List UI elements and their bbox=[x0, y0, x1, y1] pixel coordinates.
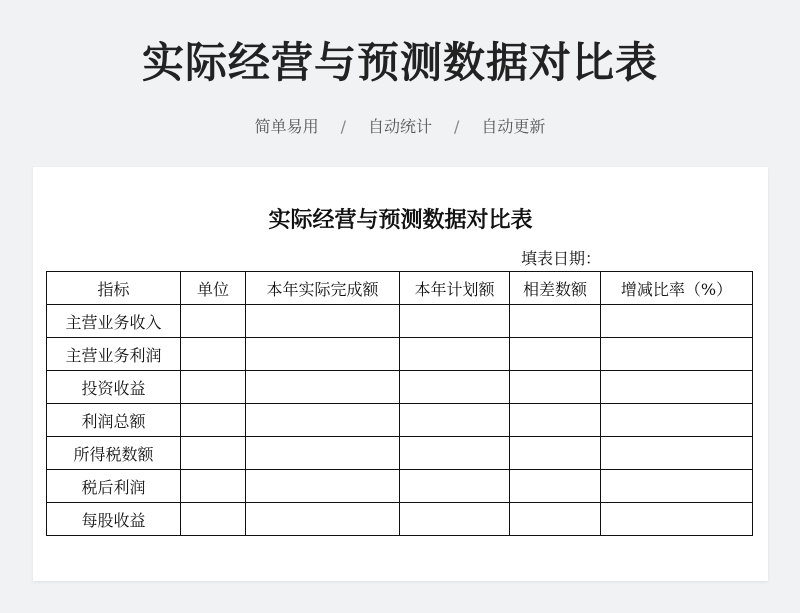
data-cell[interactable] bbox=[601, 404, 753, 437]
row-label-cell: 每股收益 bbox=[47, 503, 181, 536]
data-cell[interactable] bbox=[400, 437, 510, 470]
header-cell: 指标 bbox=[47, 272, 181, 305]
header-cell: 本年计划额 bbox=[400, 272, 510, 305]
table-row bbox=[47, 338, 753, 371]
data-cell[interactable] bbox=[246, 404, 400, 437]
table-row bbox=[47, 503, 753, 536]
page-title: 实际经营与预测数据对比表 bbox=[141, 38, 658, 87]
data-cell[interactable] bbox=[400, 338, 510, 371]
data-cell[interactable] bbox=[601, 470, 753, 503]
data-cell[interactable] bbox=[246, 503, 400, 536]
data-cell[interactable] bbox=[601, 305, 753, 338]
data-cell[interactable] bbox=[246, 338, 400, 371]
tag-item: 简单易用 bbox=[254, 117, 319, 136]
data-cell[interactable] bbox=[181, 371, 246, 404]
data-cell[interactable] bbox=[510, 503, 601, 536]
row-label-cell: 主营业务收入 bbox=[47, 305, 181, 338]
data-cell[interactable] bbox=[400, 305, 510, 338]
data-cell[interactable] bbox=[510, 305, 601, 338]
data-cell[interactable] bbox=[181, 305, 246, 338]
table-row bbox=[47, 470, 753, 503]
header-cell: 单位 bbox=[181, 272, 246, 305]
data-cell[interactable] bbox=[601, 437, 753, 470]
comparison-table bbox=[46, 271, 753, 536]
data-cell[interactable] bbox=[400, 371, 510, 404]
data-cell[interactable] bbox=[400, 503, 510, 536]
data-cell[interactable] bbox=[181, 338, 246, 371]
data-cell[interactable] bbox=[601, 371, 753, 404]
data-cell[interactable] bbox=[246, 437, 400, 470]
data-cell[interactable] bbox=[181, 470, 246, 503]
data-cell[interactable] bbox=[246, 305, 400, 338]
data-cell[interactable] bbox=[400, 404, 510, 437]
table-row bbox=[47, 305, 753, 338]
data-cell[interactable] bbox=[510, 437, 601, 470]
data-cell[interactable] bbox=[510, 470, 601, 503]
data-cell[interactable] bbox=[246, 371, 400, 404]
data-cell[interactable] bbox=[601, 338, 753, 371]
data-cell[interactable] bbox=[601, 503, 753, 536]
document-title: 实际经营与预测数据对比表 bbox=[268, 207, 533, 233]
row-label-cell: 利润总额 bbox=[47, 404, 181, 437]
data-cell[interactable] bbox=[181, 437, 246, 470]
fill-date-label: 填表日期： bbox=[521, 249, 602, 268]
row-label-cell: 主营业务利润 bbox=[47, 338, 181, 371]
tag-item: 自动统计 bbox=[367, 117, 432, 136]
header-cell: 本年实际完成额 bbox=[246, 272, 400, 305]
data-cell[interactable] bbox=[510, 371, 601, 404]
data-cell[interactable] bbox=[246, 470, 400, 503]
header-cell: 增减比率（%） bbox=[601, 272, 753, 305]
row-label-cell: 投资收益 bbox=[47, 371, 181, 404]
tagline bbox=[0, 114, 800, 137]
header-cell: 相差数额 bbox=[510, 272, 601, 305]
table-header-row bbox=[47, 272, 753, 305]
tag-separator: / bbox=[454, 117, 460, 136]
row-label-cell: 税后利润 bbox=[47, 470, 181, 503]
table-row bbox=[47, 437, 753, 470]
table-row bbox=[47, 404, 753, 437]
document-sheet bbox=[33, 167, 768, 581]
data-cell[interactable] bbox=[510, 404, 601, 437]
table-row bbox=[47, 371, 753, 404]
data-cell[interactable] bbox=[510, 338, 601, 371]
data-cell[interactable] bbox=[181, 404, 246, 437]
data-cell[interactable] bbox=[181, 503, 246, 536]
data-cell[interactable] bbox=[400, 470, 510, 503]
tag-separator: / bbox=[340, 117, 346, 136]
tag-item: 自动更新 bbox=[481, 117, 546, 136]
row-label-cell: 所得税数额 bbox=[47, 437, 181, 470]
